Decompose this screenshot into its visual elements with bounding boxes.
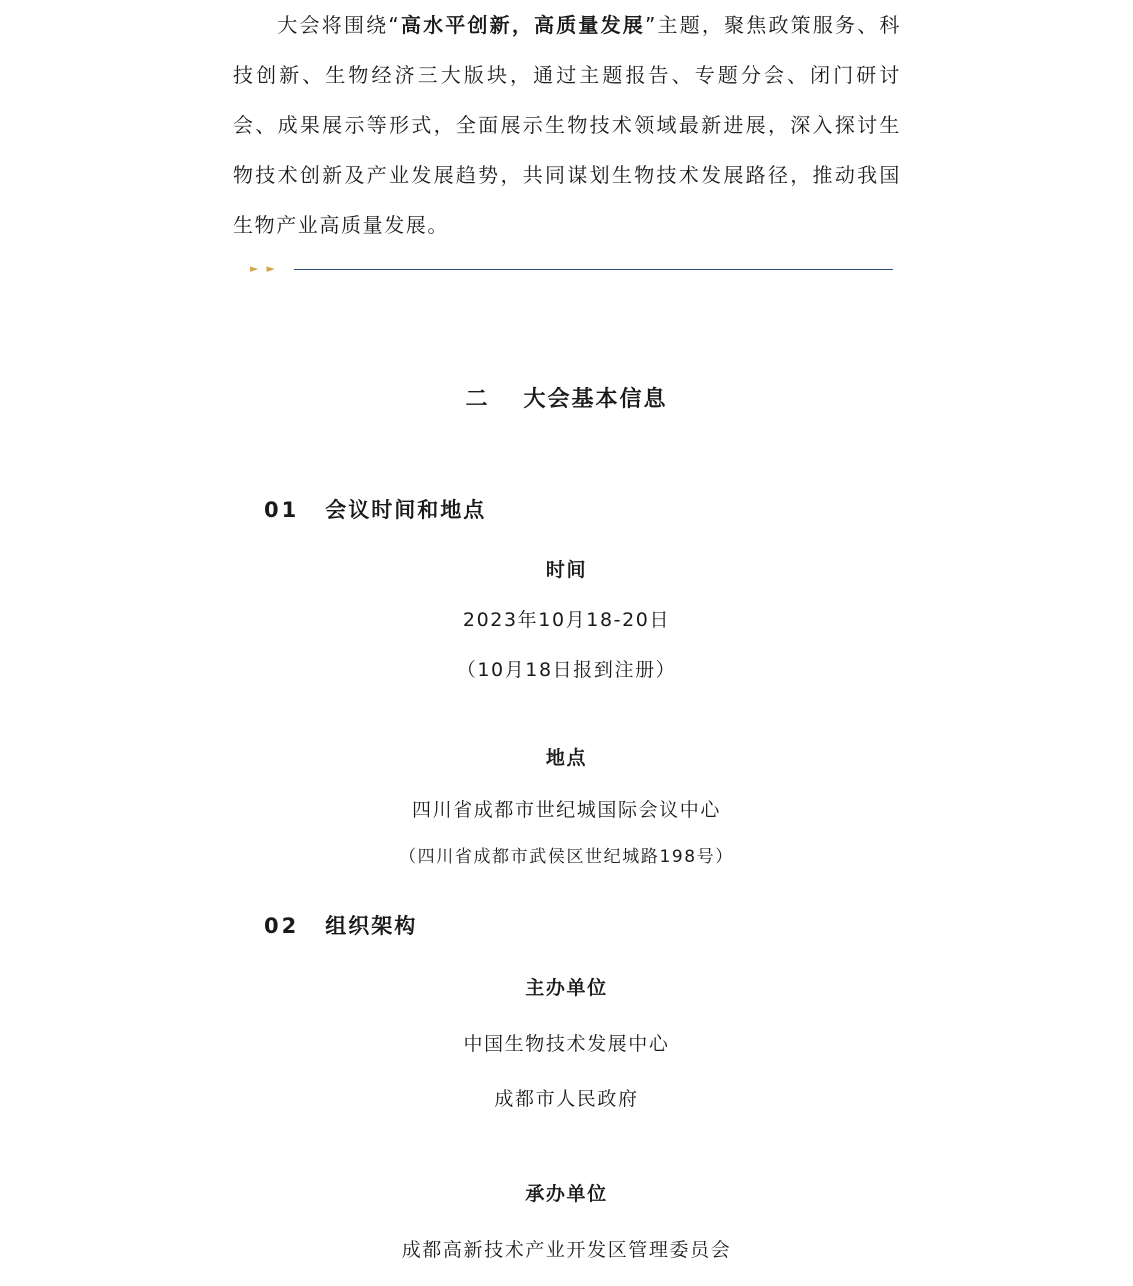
place-value: 四川省成都市世纪城国际会议中心 <box>411 799 721 821</box>
time-note: （10月18日报到注册） <box>456 659 677 681</box>
time-label: 时间 <box>545 559 588 581</box>
subheading-title: 会议时间和地点 <box>325 498 487 522</box>
intro-theme: 高水平创新，高质量发展 <box>400 13 645 37</box>
subheading-time-place <box>264 495 486 525</box>
host-label: 主办单位 <box>525 977 608 999</box>
divider-line <box>294 269 893 270</box>
section-title: 大会基本信息 <box>523 387 668 412</box>
intro-paragraph <box>233 0 901 250</box>
place-note: （四川省成都市武侯区世纪城路198号） <box>399 847 734 867</box>
organizer-item: 成都高新技术产业开发区管理委员会 <box>401 1239 732 1261</box>
intro-prefix: 大会将围绕“ <box>277 13 401 37</box>
place-label: 地点 <box>545 747 588 769</box>
host-item: 中国生物技术发展中心 <box>463 1033 670 1055</box>
arrow-icon: ►► <box>250 262 283 275</box>
subheading-organization <box>264 911 417 941</box>
subheading-title: 组织架构 <box>325 914 418 938</box>
section-heading <box>0 380 1133 420</box>
subheading-number: 02 <box>264 914 300 938</box>
section-number: 二 <box>465 387 490 412</box>
host-item: 成都市人民政府 <box>494 1088 639 1110</box>
organizer-label: 承办单位 <box>525 1183 608 1205</box>
subheading-number: 01 <box>264 498 300 522</box>
intro-suffix: ”主题，聚焦政策服务、科技创新、生物经济三大版块，通过主题报告、专题分会、闭门研讨会、成果展示等形式，全面展示生物技术领域最新进展，深入探讨生物技术创新及产业发展趋势，共同谋划生物技术发展路径，推动我国生物产业高质量发展。 <box>233 13 902 237</box>
time-value: 2023年10月18-20日 <box>462 609 671 631</box>
section-divider <box>250 262 893 276</box>
